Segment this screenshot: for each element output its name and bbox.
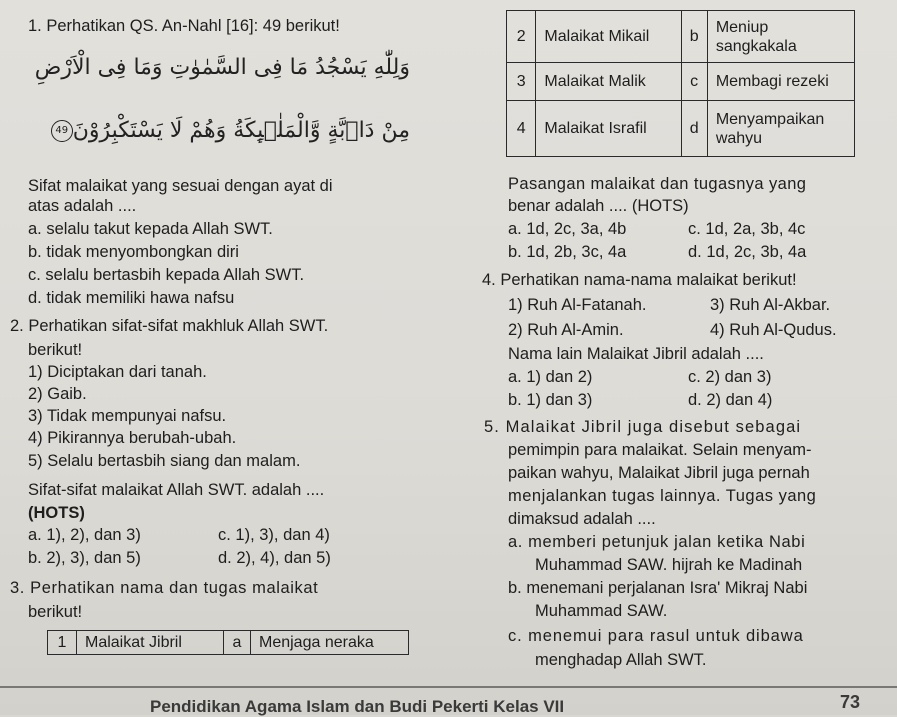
q4-item-4: 4) Ruh Al-Qudus. (710, 321, 837, 339)
q3-row3-name: Malaikat Malik (536, 63, 681, 101)
q5-line5: dimaksud adalah .... (508, 510, 656, 528)
q2-item-5: 5) Selalu bertasbih siang dan malam. (28, 452, 301, 470)
q2-option-d: d. 2), 4), dan 5) (218, 549, 331, 567)
q3-option-c: c. 1d, 2a, 3b, 4c (688, 220, 806, 238)
q3-question-line2: benar adalah .... (HOTS) (508, 197, 689, 215)
q3-title-line1: 3. Perhatikan nama dan tugas malaikat (10, 579, 319, 597)
q3-table-rows2-4 (506, 10, 855, 157)
q3-row4-letter: d (681, 101, 707, 157)
q4-option-c: c. 2) dan 3) (688, 368, 772, 386)
footer-divider (0, 686, 897, 688)
q3-row1-letter: a (224, 631, 251, 655)
q3-row2-letter: b (681, 11, 707, 63)
q2-item-4: 4) Pikirannya berubah-ubah. (28, 429, 237, 447)
q2-question: Sifat-sifat malaikat Allah SWT. adalah .... (28, 481, 325, 499)
ayah-number-icon: 49 (51, 120, 73, 142)
q3-row3-num: 3 (507, 63, 536, 101)
q1-option-d: d. tidak memiliki hawa nafsu (28, 289, 235, 307)
q5-option-b-cont: Muhammad SAW. (535, 602, 668, 620)
q1-arabic-line2 (40, 118, 410, 143)
q3-option-b: b. 1d, 2b, 3c, 4a (508, 243, 627, 261)
q4-title: 4. Perhatikan nama-nama malaikat berikut! (482, 271, 797, 289)
q4-item-2: 2) Ruh Al-Amin. (508, 321, 624, 339)
q4-option-a: a. 1) dan 2) (508, 368, 593, 386)
q4-question: Nama lain Malaikat Jibril adalah .... (508, 345, 764, 363)
q5-option-c-cont: menghadap Allah SWT. (535, 651, 707, 669)
q4-item-1: 1) Ruh Al-Fatanah. (508, 296, 647, 314)
q2-hots: (HOTS) (28, 504, 85, 522)
q3-row2-task: Meniup sangkakala (707, 11, 854, 63)
q3-row2-num: 2 (507, 11, 536, 63)
q3-row1-num: 1 (48, 631, 77, 655)
q5-option-a: a. memberi petunjuk jalan ketika Nabi (508, 533, 806, 551)
q1-option-c: c. selalu bertasbih kepada Allah SWT. (28, 266, 305, 284)
q3-option-d: d. 1d, 2c, 3b, 4a (688, 243, 807, 261)
q5-line4: menjalankan tugas lainnya. Tugas yang (508, 487, 817, 505)
q2-item-3: 3) Tidak mempunyai nafsu. (28, 407, 227, 425)
q5-option-c: c. menemui para rasul untuk dibawa (508, 627, 804, 645)
q3-row3-task: Membagi rezeki (707, 63, 854, 101)
q3-title-line2: berikut! (28, 603, 83, 621)
q3-row4-num: 4 (507, 101, 536, 157)
q1-title: 1. Perhatikan QS. An-Nahl [16]: 49 berikut! (28, 17, 340, 35)
q5-line1: 5. Malaikat Jibril juga disebut sebagai (484, 418, 802, 436)
q3-row4-name: Malaikat Israfil (536, 101, 681, 157)
footer-book-title: Pendidikan Agama Islam dan Budi Pekerti Kelas VII (150, 697, 565, 716)
q5-option-b: b. menemani perjalanan Isra' Mikraj Nabi (508, 579, 808, 597)
q3-row1-task: Menjaga neraka (251, 631, 409, 655)
q3-row3-letter: c (681, 63, 707, 101)
q3-row4-task: Menyampaikan wahyu (707, 101, 854, 157)
q1-question-line2: atas adalah .... (28, 197, 137, 215)
page-number: 73 (840, 692, 861, 712)
q2-item-1: 1) Diciptakan dari tanah. (28, 363, 207, 381)
q2-option-a: a. 1), 2), dan 3) (28, 526, 141, 544)
q5-option-a-cont: Muhammad SAW. hijrah ke Madinah (535, 556, 803, 574)
q2-option-b: b. 2), 3), dan 5) (28, 549, 141, 567)
q2-title-line2: berikut! (28, 341, 83, 359)
q1-arabic-line2-text: مِنْ دَاۤبَّةٍ وَّالْمَلٰۤىِٕكَةُ وَهُمْ لَا يَسْتَكْبِرُوْنَ (72, 118, 410, 143)
q4-item-3: 3) Ruh Al-Akbar. (710, 296, 831, 314)
q3-option-a: a. 1d, 2c, 3a, 4b (508, 220, 627, 238)
q1-option-b: b. tidak menyombongkan diri (28, 243, 239, 261)
q2-item-2: 2) Gaib. (28, 385, 87, 403)
q2-title-line1: 2. Perhatikan sifat-sifat makhluk Allah SWT. (10, 317, 329, 335)
q5-line2: pemimpin para malaikat. Selain menyam- (508, 441, 812, 459)
q5-line3: paikan wahyu, Malaikat Jibril juga pernah (508, 464, 810, 482)
q3-table-row1 (47, 630, 409, 655)
q3-question-line1: Pasangan malaikat dan tugasnya yang (508, 175, 807, 193)
q1-arabic-line1: وَلِلّٰهِ يَسْجُدُ مَا فِى السَّمٰوٰتِ وَمَا فِى الْاَرْضِ (34, 55, 410, 80)
q1-question-line1: Sifat malaikat yang sesuai dengan ayat di (28, 177, 333, 195)
q4-option-b: b. 1) dan 3) (508, 391, 593, 409)
q1-option-a: a. selalu takut kepada Allah SWT. (28, 220, 273, 238)
q2-option-c: c. 1), 3), dan 4) (218, 526, 330, 544)
q4-option-d: d. 2) dan 4) (688, 391, 773, 409)
q3-row2-name: Malaikat Mikail (536, 11, 681, 63)
q3-row1-name: Malaikat Jibril (77, 631, 224, 655)
